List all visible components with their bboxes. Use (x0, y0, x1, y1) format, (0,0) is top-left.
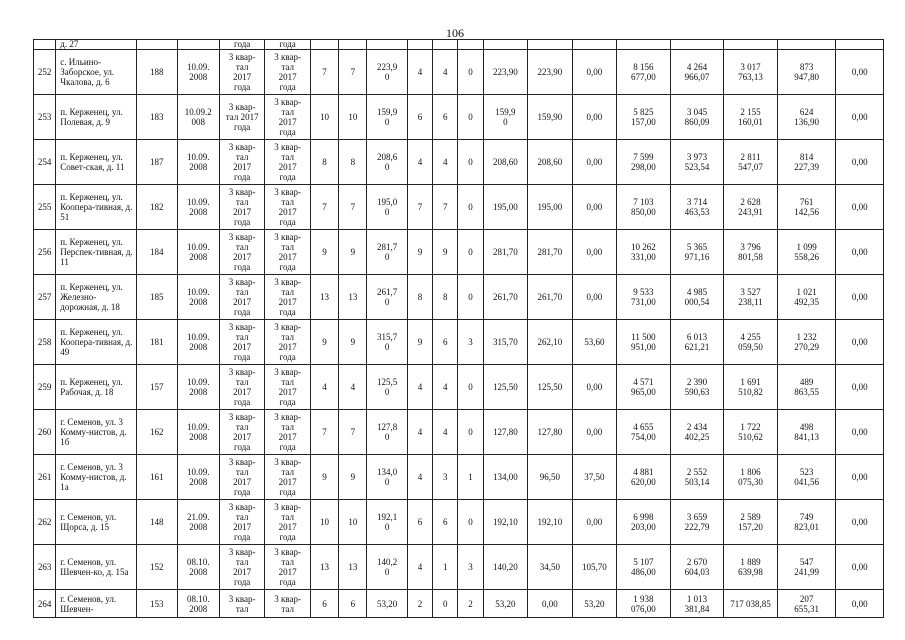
quarter-cell: 3 квар- тал 2017 года (219, 95, 264, 140)
amount-cell: 3 045 860,09 (670, 95, 724, 140)
id-cell: 182 (137, 185, 177, 230)
row-number: 262 (34, 500, 56, 545)
amount-cell: 0,00 (836, 455, 884, 500)
row-number: 254 (34, 140, 56, 185)
count-cell: 8 (433, 275, 458, 320)
address-cell: г. Семенов, ул. Шевчен-ко, д. 15а (56, 545, 137, 590)
row-number: 253 (34, 95, 56, 140)
address-cell: п. Керженец, ул. Рабочая, д. 18 (56, 365, 137, 410)
date-cell: 10.09. 2008 (177, 140, 219, 185)
amount-cell: 7 599 298,00 (617, 140, 671, 185)
amount-cell: 6 998 203,00 (617, 500, 671, 545)
amount-cell: 873 947,80 (777, 50, 836, 95)
amount-cell: 0,00 (836, 140, 884, 185)
amount-cell: 717 038,85 (724, 590, 778, 618)
table-row-continued (34, 40, 884, 50)
area-cell: 53,20 (483, 590, 527, 618)
area-cell: 0,00 (572, 95, 616, 140)
count-cell: 2 (458, 590, 483, 618)
count-cell: 4 (407, 50, 432, 95)
count-cell: 6 (339, 590, 367, 618)
id-cell: 188 (137, 50, 177, 95)
count-cell: 3 (458, 545, 483, 590)
amount-cell: 3 714 463,53 (670, 185, 724, 230)
amount-cell: 1 021 492,35 (777, 275, 836, 320)
count-cell: 8 (339, 140, 367, 185)
amount-cell: 523 041,56 (777, 455, 836, 500)
quarter-cell: 3 квар- тал 2017 года (265, 500, 310, 545)
area-cell: 125,50 (528, 365, 572, 410)
area-cell: 195,00 (528, 185, 572, 230)
count-cell: 0 (458, 500, 483, 545)
address-cell: с. Ильино-Заборское, ул. Чкалова, д. 6 (56, 50, 137, 95)
count-cell: 6 (407, 500, 432, 545)
area-cell: 0,00 (572, 230, 616, 275)
count-cell: 0 (458, 185, 483, 230)
id-cell: 181 (137, 320, 177, 365)
page-number: 106 (446, 26, 464, 40)
id-cell: 187 (137, 140, 177, 185)
amount-cell: 0,00 (836, 185, 884, 230)
area-cell: 53,60 (572, 320, 616, 365)
amount-cell: 0,00 (836, 320, 884, 365)
area-cell: 127,80 (528, 410, 572, 455)
count-cell: 9 (407, 230, 432, 275)
id-cell: 184 (137, 230, 177, 275)
count-cell: 9 (310, 320, 338, 365)
amount-cell: 4 985 000,54 (670, 275, 724, 320)
quarter-cell: 3 квар- тал 2017 года (219, 230, 264, 275)
id-cell: 185 (137, 275, 177, 320)
amount-cell: 0,00 (836, 500, 884, 545)
count-cell: 10 (339, 95, 367, 140)
count-cell: 9 (339, 455, 367, 500)
quarter-cell: года (265, 40, 310, 50)
count-cell: 13 (310, 545, 338, 590)
amount-cell: 4 655 754,00 (617, 410, 671, 455)
amount-cell: 3 017 763,13 (724, 50, 778, 95)
count-cell: 7 (407, 185, 432, 230)
quarter-cell: 3 квар- тал 2017 года (265, 230, 310, 275)
count-cell: 4 (339, 365, 367, 410)
quarter-cell: 3 квар- тал 2017 года (219, 275, 264, 320)
area-cell: 281,70 (528, 230, 572, 275)
count-cell: 6 (407, 95, 432, 140)
quarter-cell: 3 квар- тал 2017 года (219, 500, 264, 545)
count-cell: 2 (407, 590, 432, 618)
area-cell: 96,50 (528, 455, 572, 500)
address-cell: п. Керженец, ул. Железно-дорожная, д. 18 (56, 275, 137, 320)
count-cell: 7 (339, 410, 367, 455)
amount-cell: 1 691 510,82 (724, 365, 778, 410)
count-cell: 9 (339, 320, 367, 365)
amount-cell: 1 232 270,29 (777, 320, 836, 365)
housing-register-table (33, 39, 884, 618)
amount-cell: 2 589 157,20 (724, 500, 778, 545)
row-number: 264 (34, 590, 56, 618)
area-cell: 195,00 (483, 185, 527, 230)
quarter-cell: 3 квар- тал 2017 года (265, 455, 310, 500)
quarter-cell: 3 квар- тал 2017 года (219, 50, 264, 95)
count-cell: 4 (433, 50, 458, 95)
amount-cell: 1 889 639,98 (724, 545, 778, 590)
area-cell: 261,70 (483, 275, 527, 320)
amount-cell: 5 365 971,16 (670, 230, 724, 275)
count-cell: 6 (433, 500, 458, 545)
address-cell: г. Семенов, ул. Шевчен- (56, 590, 137, 618)
count-cell: 0 (458, 365, 483, 410)
amount-cell: 1 938 076,00 (617, 590, 671, 618)
area-cell: 192,1 0 (367, 500, 407, 545)
count-cell: 6 (433, 95, 458, 140)
table-row (34, 410, 884, 455)
area-cell: 223,9 0 (367, 50, 407, 95)
area-cell: 0,00 (572, 500, 616, 545)
area-cell: 0,00 (572, 140, 616, 185)
count-cell: 1 (433, 545, 458, 590)
area-cell: 0,00 (572, 410, 616, 455)
date-cell: 21.09. 2008 (177, 500, 219, 545)
count-cell: 7 (310, 50, 338, 95)
area-cell: 127,80 (483, 410, 527, 455)
amount-cell: 4 255 059,50 (724, 320, 778, 365)
count-cell: 6 (310, 590, 338, 618)
count-cell: 4 (310, 365, 338, 410)
row-number: 259 (34, 365, 56, 410)
count-cell: 0 (458, 275, 483, 320)
address-cell: п. Керженец, ул. Коопера-тивная, д. 49 (56, 320, 137, 365)
amount-cell: 3 527 238,11 (724, 275, 778, 320)
amount-cell: 1 099 558,26 (777, 230, 836, 275)
quarter-cell: 3 квар- тал 2017 года (265, 185, 310, 230)
area-cell: 192,10 (528, 500, 572, 545)
table-row (34, 275, 884, 320)
area-cell: 262,10 (528, 320, 572, 365)
count-cell: 4 (407, 140, 432, 185)
count-cell: 13 (310, 275, 338, 320)
row-number: 258 (34, 320, 56, 365)
quarter-cell: 3 квар- тал 2017 года (265, 320, 310, 365)
amount-cell: 2 811 547,07 (724, 140, 778, 185)
date-cell: 10.09. 2008 (177, 185, 219, 230)
amount-cell: 9 533 731,00 (617, 275, 671, 320)
area-cell: 281,7 0 (367, 230, 407, 275)
amount-cell: 3 659 222,79 (670, 500, 724, 545)
quarter-cell: 3 квар- тал 2017 года (219, 140, 264, 185)
amount-cell: 547 241,99 (777, 545, 836, 590)
quarter-cell: 3 квар- тал 2017 года (219, 185, 264, 230)
count-cell: 9 (310, 230, 338, 275)
quarter-cell: 3 квар- тал 2017 года (265, 275, 310, 320)
quarter-cell: 3 квар- тал 2017 года (265, 140, 310, 185)
date-cell: 10.09. 2008 (177, 230, 219, 275)
quarter-cell: 3 квар- тал 2017 года (219, 320, 264, 365)
row-number: 256 (34, 230, 56, 275)
table-row (34, 590, 884, 618)
quarter-cell: 3 квар- тал 2017 года (265, 50, 310, 95)
date-cell: 08.10. 2008 (177, 545, 219, 590)
area-cell: 159,9 0 (483, 95, 527, 140)
count-cell: 4 (433, 365, 458, 410)
amount-cell: 5 825 157,00 (617, 95, 671, 140)
count-cell: 10 (339, 500, 367, 545)
count-cell: 4 (407, 455, 432, 500)
address-cell: г. Семенов, ул. Щорса, д. 15 (56, 500, 137, 545)
area-cell: 0,00 (572, 275, 616, 320)
count-cell: 10 (310, 95, 338, 140)
amount-cell: 2 552 503,14 (670, 455, 724, 500)
count-cell: 13 (339, 275, 367, 320)
address-cell: п. Керженец, ул. Перспек-тивная, д. 11 (56, 230, 137, 275)
amount-cell: 1 806 075,30 (724, 455, 778, 500)
count-cell: 6 (433, 320, 458, 365)
address-cell: п. Керженец, ул. Полевая, д. 9 (56, 95, 137, 140)
date-cell: 10.09. 2008 (177, 410, 219, 455)
count-cell: 4 (407, 410, 432, 455)
count-cell: 7 (339, 50, 367, 95)
amount-cell: 6 013 621,21 (670, 320, 724, 365)
amount-cell: 10 262 331,00 (617, 230, 671, 275)
date-cell: 10.09. 2008 (177, 275, 219, 320)
count-cell: 8 (310, 140, 338, 185)
count-cell: 1 (458, 455, 483, 500)
amount-cell: 0,00 (836, 50, 884, 95)
area-cell: 125,50 (483, 365, 527, 410)
quarter-cell: 3 квар- тал 2017 года (265, 365, 310, 410)
area-cell: 0,00 (572, 50, 616, 95)
quarter-cell: 3 квар- тал 2017 года (219, 545, 264, 590)
count-cell: 0 (458, 230, 483, 275)
count-cell: 4 (433, 410, 458, 455)
area-cell: 140,20 (483, 545, 527, 590)
count-cell: 0 (433, 590, 458, 618)
date-cell: 10.09.2 008 (177, 95, 219, 140)
quarter-cell: 3 квар- тал 2017 года (265, 545, 310, 590)
amount-cell: 0,00 (836, 275, 884, 320)
count-cell: 8 (407, 275, 432, 320)
count-cell: 10 (310, 500, 338, 545)
amount-cell: 8 156 677,00 (617, 50, 671, 95)
area-cell: 134,0 0 (367, 455, 407, 500)
area-cell: 53,20 (367, 590, 407, 618)
amount-cell: 3 973 523,54 (670, 140, 724, 185)
quarter-cell: 3 квар- тал 2017 года (265, 95, 310, 140)
id-cell: 162 (137, 410, 177, 455)
amount-cell: 207 655,31 (777, 590, 836, 618)
table-row (34, 140, 884, 185)
id-cell: 152 (137, 545, 177, 590)
amount-cell: 2 155 160,01 (724, 95, 778, 140)
row-number: 255 (34, 185, 56, 230)
date-cell: 10.09. 2008 (177, 320, 219, 365)
amount-cell: 814 227,39 (777, 140, 836, 185)
amount-cell: 2 628 243,91 (724, 185, 778, 230)
amount-cell: 1 722 510,62 (724, 410, 778, 455)
row-number: 260 (34, 410, 56, 455)
date-cell: 10.09. 2008 (177, 455, 219, 500)
row-number: 257 (34, 275, 56, 320)
amount-cell: 498 841,13 (777, 410, 836, 455)
address-cell: д. 27 (56, 40, 137, 50)
address-cell: г. Семенов, ул. 3 Комму-нистов, д. 1б (56, 410, 137, 455)
area-cell: 53,20 (572, 590, 616, 618)
amount-cell: 0,00 (836, 365, 884, 410)
date-cell: 08.10. 2008 (177, 590, 219, 618)
count-cell: 4 (407, 365, 432, 410)
area-cell: 208,60 (528, 140, 572, 185)
id-cell: 183 (137, 95, 177, 140)
amount-cell: 0,00 (836, 95, 884, 140)
date-cell: 10.09. 2008 (177, 50, 219, 95)
amount-cell: 749 823,01 (777, 500, 836, 545)
amount-cell: 0,00 (836, 590, 884, 618)
address-cell: п. Керженец, ул. Совет-ская, д. 11 (56, 140, 137, 185)
amount-cell: 7 103 850,00 (617, 185, 671, 230)
count-cell: 7 (433, 185, 458, 230)
area-cell: 195,0 0 (367, 185, 407, 230)
count-cell: 0 (458, 140, 483, 185)
area-cell: 0,00 (572, 365, 616, 410)
count-cell: 7 (310, 410, 338, 455)
area-cell: 261,7 0 (367, 275, 407, 320)
area-cell: 134,00 (483, 455, 527, 500)
count-cell: 7 (339, 185, 367, 230)
area-cell: 37,50 (572, 455, 616, 500)
date-cell: 10.09. 2008 (177, 365, 219, 410)
table-row (34, 185, 884, 230)
area-cell: 127,8 0 (367, 410, 407, 455)
quarter-cell: 3 квар- тал 2017 года (219, 455, 264, 500)
count-cell: 0 (458, 410, 483, 455)
area-cell: 105,70 (572, 545, 616, 590)
table-row (34, 365, 884, 410)
area-cell: 281,70 (483, 230, 527, 275)
count-cell: 9 (310, 455, 338, 500)
amount-cell: 0,00 (836, 410, 884, 455)
amount-cell: 3 796 801,58 (724, 230, 778, 275)
quarter-cell: 3 квар- тал (219, 590, 264, 618)
count-cell: 9 (339, 230, 367, 275)
area-cell: 0,00 (572, 185, 616, 230)
count-cell: 9 (433, 230, 458, 275)
area-cell: 208,6 0 (367, 140, 407, 185)
amount-cell: 2 670 604,03 (670, 545, 724, 590)
area-cell: 208,60 (483, 140, 527, 185)
id-cell: 148 (137, 500, 177, 545)
area-cell: 140,2 0 (367, 545, 407, 590)
row-number: 252 (34, 50, 56, 95)
quarter-cell: 3 квар- тал 2017 года (265, 410, 310, 455)
id-cell: 157 (137, 365, 177, 410)
area-cell: 0,00 (528, 590, 572, 618)
area-cell: 34,50 (528, 545, 572, 590)
amount-cell: 1 013 381,84 (670, 590, 724, 618)
area-cell: 315,7 0 (367, 320, 407, 365)
count-cell: 4 (433, 140, 458, 185)
area-cell: 192,10 (483, 500, 527, 545)
amount-cell: 4 881 620,00 (617, 455, 671, 500)
amount-cell: 2 434 402,25 (670, 410, 724, 455)
area-cell: 261,70 (528, 275, 572, 320)
amount-cell: 761 142,56 (777, 185, 836, 230)
amount-cell: 0,00 (836, 230, 884, 275)
count-cell: 3 (433, 455, 458, 500)
address-cell: п. Керженец, ул. Коопера-тивная, д. 51 (56, 185, 137, 230)
count-cell: 13 (339, 545, 367, 590)
table-row (34, 545, 884, 590)
amount-cell: 2 390 590,63 (670, 365, 724, 410)
count-cell: 3 (458, 320, 483, 365)
quarter-cell: года (219, 40, 264, 50)
count-cell: 9 (407, 320, 432, 365)
amount-cell: 489 863,55 (777, 365, 836, 410)
quarter-cell: 3 квар- тал 2017 года (219, 365, 264, 410)
table-row (34, 320, 884, 365)
table-row (34, 50, 884, 95)
count-cell: 0 (458, 95, 483, 140)
amount-cell: 624 136,90 (777, 95, 836, 140)
area-cell: 159,9 0 (367, 95, 407, 140)
count-cell: 7 (310, 185, 338, 230)
amount-cell: 4 264 966,07 (670, 50, 724, 95)
count-cell: 0 (458, 50, 483, 95)
table-row (34, 230, 884, 275)
id-cell: 161 (137, 455, 177, 500)
area-cell: 315,70 (483, 320, 527, 365)
area-cell: 159,90 (528, 95, 572, 140)
amount-cell: 5 107 486,00 (617, 545, 671, 590)
quarter-cell: 3 квар- тал (265, 590, 310, 618)
area-cell: 223,90 (528, 50, 572, 95)
amount-cell: 11 500 951,00 (617, 320, 671, 365)
address-cell: г. Семенов, ул. 3 Комму-нистов, д. 1а (56, 455, 137, 500)
id-cell: 153 (137, 590, 177, 618)
area-cell: 125,5 0 (367, 365, 407, 410)
amount-cell: 4 571 965,00 (617, 365, 671, 410)
area-cell: 223,90 (483, 50, 527, 95)
table-row (34, 455, 884, 500)
table-row (34, 95, 884, 140)
count-cell: 4 (407, 545, 432, 590)
row-number: 263 (34, 545, 56, 590)
row-number: 261 (34, 455, 56, 500)
quarter-cell: 3 квар- тал 2017 года (219, 410, 264, 455)
amount-cell: 0,00 (836, 545, 884, 590)
table-row (34, 500, 884, 545)
